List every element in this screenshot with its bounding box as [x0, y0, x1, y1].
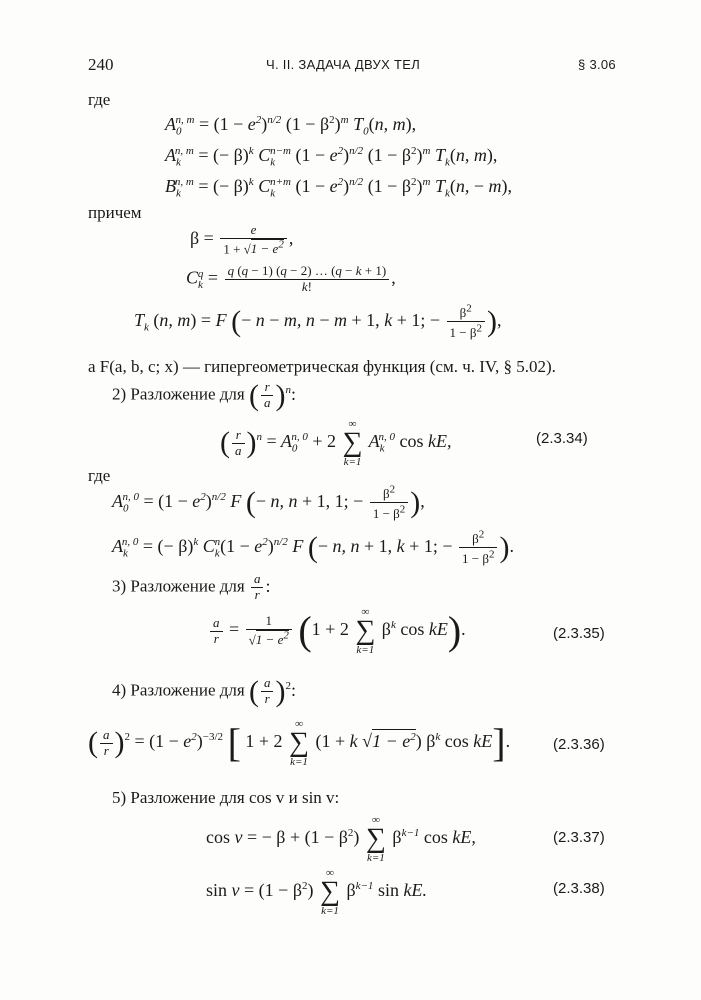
- formula-A0n0: $A_0^{n, 0} = (1 - e^2)^{n/2}$ F (− n, n + 1, 1; − $\frac{\beta^2}{1 - \beta^2}$ ),: [112, 484, 425, 521]
- page-number: 240: [88, 55, 114, 74]
- formula-2-3-35: $\frac{a}{r}$ = $\frac{1}{√1 - e^2}$ (1 + 2 ∞ ∑ k=1 $\beta^k$ cos kE).: [208, 606, 466, 656]
- hypergeometric-note: а F(a, b, c; x) — гипергеометрическая функция (см. ч. IV, § 5.02).: [88, 357, 556, 376]
- formula-2-3-37: cos v = − $\beta + (1 - \beta^2)$ ∞ ∑ k=1 $\beta^{k-1}$ cos kE,: [206, 814, 476, 864]
- section-marker: § 3.06: [578, 57, 616, 72]
- formula-2-3-36: ( $\frac{a}{r}$ )$^2 = (1 - e^2)^{-3/2}$ [ 1 + 2 ∞ ∑ k=1 (1 + k $√1 - e^2$) $\beta^k$ cos kE].: [88, 718, 511, 768]
- formula-2-3-38: $\sin v = (1 - \beta^2)$ ∞ ∑ k=1 $\beta^{k-1}$ sin kE.: [206, 867, 427, 917]
- formula-Aknm: $A_k^{n, m}$ = (− β)$^k$ $C_k^{n-m}$ $(1 - e^2)^{n/2}$ $(1 - \beta^2)^m$ $T_k(n$, m),: [165, 145, 498, 169]
- running-title: Ч. II. ЗАДАЧА ДВУХ ТЕЛ: [266, 57, 421, 72]
- equation-number-2-3-36: (2.3.36): [553, 736, 605, 753]
- word-gde-1: где: [88, 90, 111, 109]
- item-4-text: 4) Разложение для: [112, 680, 245, 700]
- equation-number-2-3-34: (2.3.34): [536, 430, 588, 447]
- formula-Akn0: $A_k^{n, 0}$ = (− β)$^k$ $C_k^n(1 - e^2)^{n/2}$ F (− n, n + 1, k + 1; − $\frac{\beta^2}{1 - \beta^2}$ ).: [112, 529, 514, 566]
- item-5-label: 5) Разложение для cos v и sin v:: [112, 788, 340, 807]
- item-3-text: 3) Разложение для: [112, 576, 245, 596]
- equation-number-2-3-35: (2.3.35): [553, 625, 605, 642]
- equation-number-2-3-38: (2.3.38): [553, 880, 605, 897]
- formula-Tk: $T_k$ (n, m) = F (− n − m, n − m + 1, k + 1; − $\frac{\beta^2}{1 - \beta^2}$ ),: [134, 303, 502, 340]
- formula-2-3-34: ( $\frac{r}{a}$ )$^n = A_0^{n, 0} + 2$ ∞ ∑ k=1 $A_k^{n, 0}$ cos kE,: [220, 418, 452, 468]
- item-2-label: 2) Разложение для ( $\frac{r}{a}$ )$^n$:: [112, 378, 296, 412]
- item-4-label: 4) Разложение для ( $\frac{a}{r}$ )$^2$:: [112, 674, 296, 708]
- word-gde-2: где: [88, 466, 111, 485]
- formula-Bknm: $B_k^{n, m}$ = (− β)$^k$ $C_k^{n+m}$ $(1 - e^2)^{n/2}$ $(1 - \beta^2)^m$ $T_k(n$, − m),: [165, 176, 513, 200]
- word-prichem: причем: [88, 203, 142, 222]
- formula-A0nm: $A_0^{n, m} = (1 - e^2)^{n/2}$ $(1 - \beta^2)^m$ $T_0(n$, m),: [165, 114, 417, 138]
- formula-Ckq: $C_k^q$ = $\frac{q (q - 1) (q - 2) \dots (q - k + 1)}{k!}$ ,: [186, 263, 396, 294]
- item-3-label: 3) Разложение для $\frac{a}{r}$ :: [112, 571, 271, 602]
- formula-beta: β = $\frac{e}{1 + √1 - e^2}$ ,: [190, 222, 294, 257]
- item-2-text: 2) Разложение для: [112, 384, 245, 404]
- equation-number-2-3-37: (2.3.37): [553, 829, 605, 846]
